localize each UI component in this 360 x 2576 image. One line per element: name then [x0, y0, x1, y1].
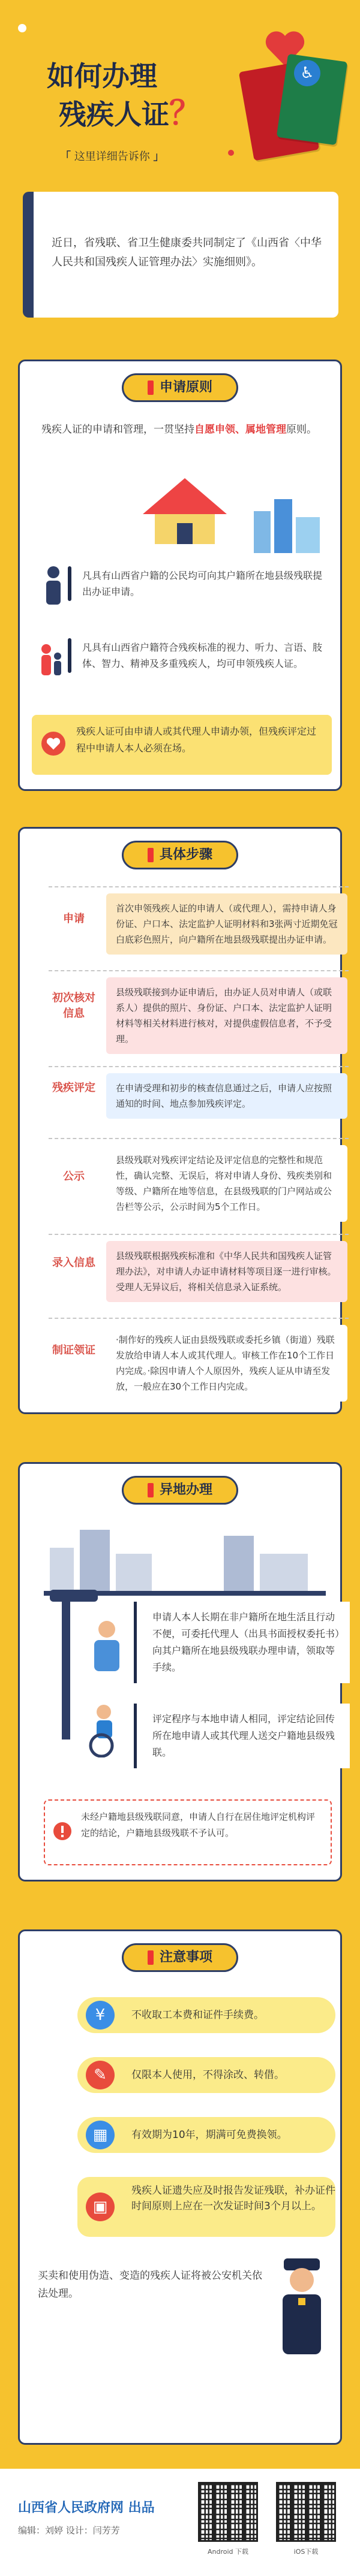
step-label: 制证领证 — [52, 1344, 95, 1357]
step-label: 公示 — [63, 1170, 85, 1183]
warning-icon — [52, 1821, 73, 1841]
note-text: 仅限本人使用，不得涂改、转借。 — [131, 2069, 284, 2081]
people-heart-icon — [40, 730, 67, 757]
police-officer-icon — [272, 2255, 332, 2363]
city-icon — [248, 493, 326, 553]
principle-item-2-text: 凡具有山西省户籍符合残疾标准的视力、听力、言语、肢体、智力、精神及多重残疾人，均可申领残疾人证。 — [82, 642, 323, 669]
android-qr-code[interactable] — [198, 2482, 258, 2542]
principle-highlight: 自愿申领、属地管理 — [194, 424, 286, 436]
principle-item-1-text: 凡具有山西省户籍的公民均可向其户籍所在地县级残联提出办证申请。 — [82, 570, 323, 597]
flag-icon — [148, 380, 154, 395]
ios-qr-code[interactable] — [276, 2482, 336, 2542]
remote-item-2-text: 评定程序与本地申请人相同，评定结论回传所在地申请人或其代理人送交户籍地县级残联。 — [152, 1713, 335, 1758]
note-text: 残疾人证遗失应及时报告发证残联，补办证件时间原则上应在一次发证时间3个月以上。 — [131, 2185, 335, 2212]
title-question-mark: ？ — [169, 94, 202, 132]
no-fee-icon: ¥ — [86, 2001, 115, 2030]
principle-card — [18, 360, 342, 791]
lost-card-icon: ▣ — [86, 2193, 115, 2221]
principle-item-1 — [62, 559, 338, 608]
intro-text: 近日，省残联、省卫生健康委共同制定了《山西省〈中华人民共和国残疾人证管理办法〉实施细则》。 — [52, 237, 322, 268]
principle-text — [41, 421, 323, 439]
note-text: 不收取工本费和证件手续费。 — [131, 2009, 264, 2021]
steps-title — [122, 841, 238, 869]
step-text: 县级残联接到办证申请后，由办证人员对申请人（或联系人）提供的照片、身份证、户口本、法定监护人证明材料等相关材料进行核对，对提供虚假信息者，不予受理。 — [106, 977, 347, 1054]
principle-text-b: 原则。 — [286, 424, 317, 436]
person-icon — [41, 565, 65, 607]
note-item — [77, 2117, 335, 2153]
step-row — [49, 1138, 349, 1228]
subtitle — [60, 148, 164, 164]
android-qr-caption: Android 下载 — [207, 2548, 249, 2556]
notes-title — [122, 1943, 238, 1972]
principle-banner-text: 残疾人证可由申请人或其代理人申请办领，但残疾评定过程中申请人本人必须在场。 — [76, 726, 317, 754]
flag-icon — [148, 1950, 154, 1965]
remote-item-1-text: 申请人本人长期在非户籍所在地生活且行动不便，可委托代理人（出具书面授权委托书）向其户籍所在地县级残联办理申请，领取等手续。 — [152, 1611, 340, 1673]
step-row — [49, 1318, 349, 1408]
wheelchair-icon: ♿ — [294, 60, 320, 86]
note-item — [77, 2057, 335, 2093]
title-line-2: 残疾人证 — [59, 98, 169, 131]
step-text: 县级残联对残疾评定结论及评定信息的完整性和规范性，确认完整、无误后，将对申请人身份、残疾类别和等级、户籍所在地等信息，在县级残联的门户网站或公告栏等公示，公示时间为5个工作日。 — [106, 1145, 347, 1222]
principle-item-2 — [62, 631, 338, 680]
steps-card — [18, 827, 342, 1414]
header — [0, 0, 360, 191]
principle-banner — [32, 715, 332, 775]
step-row — [49, 970, 349, 1060]
steps-title-text: 具体步骤 — [159, 847, 213, 862]
notes-warning — [38, 2267, 266, 2303]
step-label: 申请 — [63, 913, 85, 925]
note-item — [77, 2177, 335, 2237]
title-line-1: 如何办理 — [47, 60, 157, 92]
notes-title-text: 注意事项 — [159, 1950, 213, 1965]
no-lend-icon: ✎ — [86, 2061, 115, 2089]
decor-dot — [18, 24, 26, 32]
note-item — [77, 1997, 335, 2033]
flag-icon — [148, 848, 154, 862]
subtitle-text: 这里详细告诉你 — [74, 150, 150, 163]
notes-card — [18, 1929, 342, 2445]
ios-qr-caption: iOS下载 — [293, 2548, 319, 2556]
bracket-close: 」 — [153, 150, 164, 163]
person-icon — [86, 1620, 128, 1674]
remote-item-3 — [44, 1799, 332, 1865]
step-text: 县级残联根据残疾标准和《中华人民共和国残疾人证管理办法》，对申请人办证申请材料等项目逐一进行审核。受理人无异议后，将相关信息录入证系统。 — [106, 1241, 347, 1302]
remote-item-2 — [134, 1704, 350, 1768]
footer — [0, 2469, 360, 2576]
footer-brand: 山西省人民政府网 出品 — [18, 2500, 155, 2515]
principle-text-a: 残疾人证的申请和管理，一贯坚持 — [41, 424, 194, 436]
step-text: 首次申领残疾人证的申请人（或代理人），需持申请人身份证、户口本、法定监护人证明材料和3张两寸近期免冠白底彩色照片，向户籍所在地县级残联提出办证申请。 — [106, 893, 347, 955]
step-text: 在申请受理和初步的核查信息通过之后，申请人应按照通知的时间、地点参加残疾评定。 — [106, 1073, 347, 1119]
step-row — [49, 1234, 349, 1312]
step-label: 录入信息 — [52, 1257, 95, 1269]
page-title — [47, 58, 202, 133]
principle-title — [122, 373, 238, 402]
step-row — [49, 1066, 349, 1132]
wheelchair-person-icon — [80, 1704, 128, 1757]
step-label: 初次核对信息 — [52, 992, 95, 1020]
remote-item-3-text: 未经户籍地县级残联同意，申请人自行在居住地评定机构评定的结论，户籍地县级残联不予认可。 — [81, 1811, 316, 1838]
intro-box — [23, 192, 338, 318]
step-text: ·制作好的残疾人证由县级残联或委托乡镇（街道）残联发放给申请人本人或其代理人。审核工作在10个工作日内完成。·除因申请人个人原因外，残疾人证从申请至发放，一般应在30个工作日内完成。 — [106, 1325, 347, 1402]
step-label: 残疾评定 — [52, 1082, 95, 1094]
remote-item-1 — [134, 1602, 350, 1683]
footer-editors: 编辑：刘婷 设计：闫芳芳 — [18, 2525, 120, 2536]
notes-warning-text: 买卖和使用伪造、变造的残疾人证将被公安机关依法处理。 — [38, 2270, 262, 2300]
flag-icon — [148, 1483, 154, 1497]
remote-title-text: 异地办理 — [159, 1482, 213, 1497]
family-icon — [38, 643, 64, 679]
decor-dot — [228, 150, 234, 156]
remote-title — [122, 1476, 238, 1505]
remote-card — [18, 1462, 342, 1882]
step-row — [49, 886, 349, 964]
calendar-icon: ▦ — [86, 2121, 115, 2149]
principle-title-text: 申请原则 — [159, 380, 213, 395]
note-text: 有效期为10年，期满可免费换领。 — [131, 2129, 287, 2141]
house-icon — [140, 475, 230, 547]
bracket-open: 「 — [60, 150, 71, 163]
